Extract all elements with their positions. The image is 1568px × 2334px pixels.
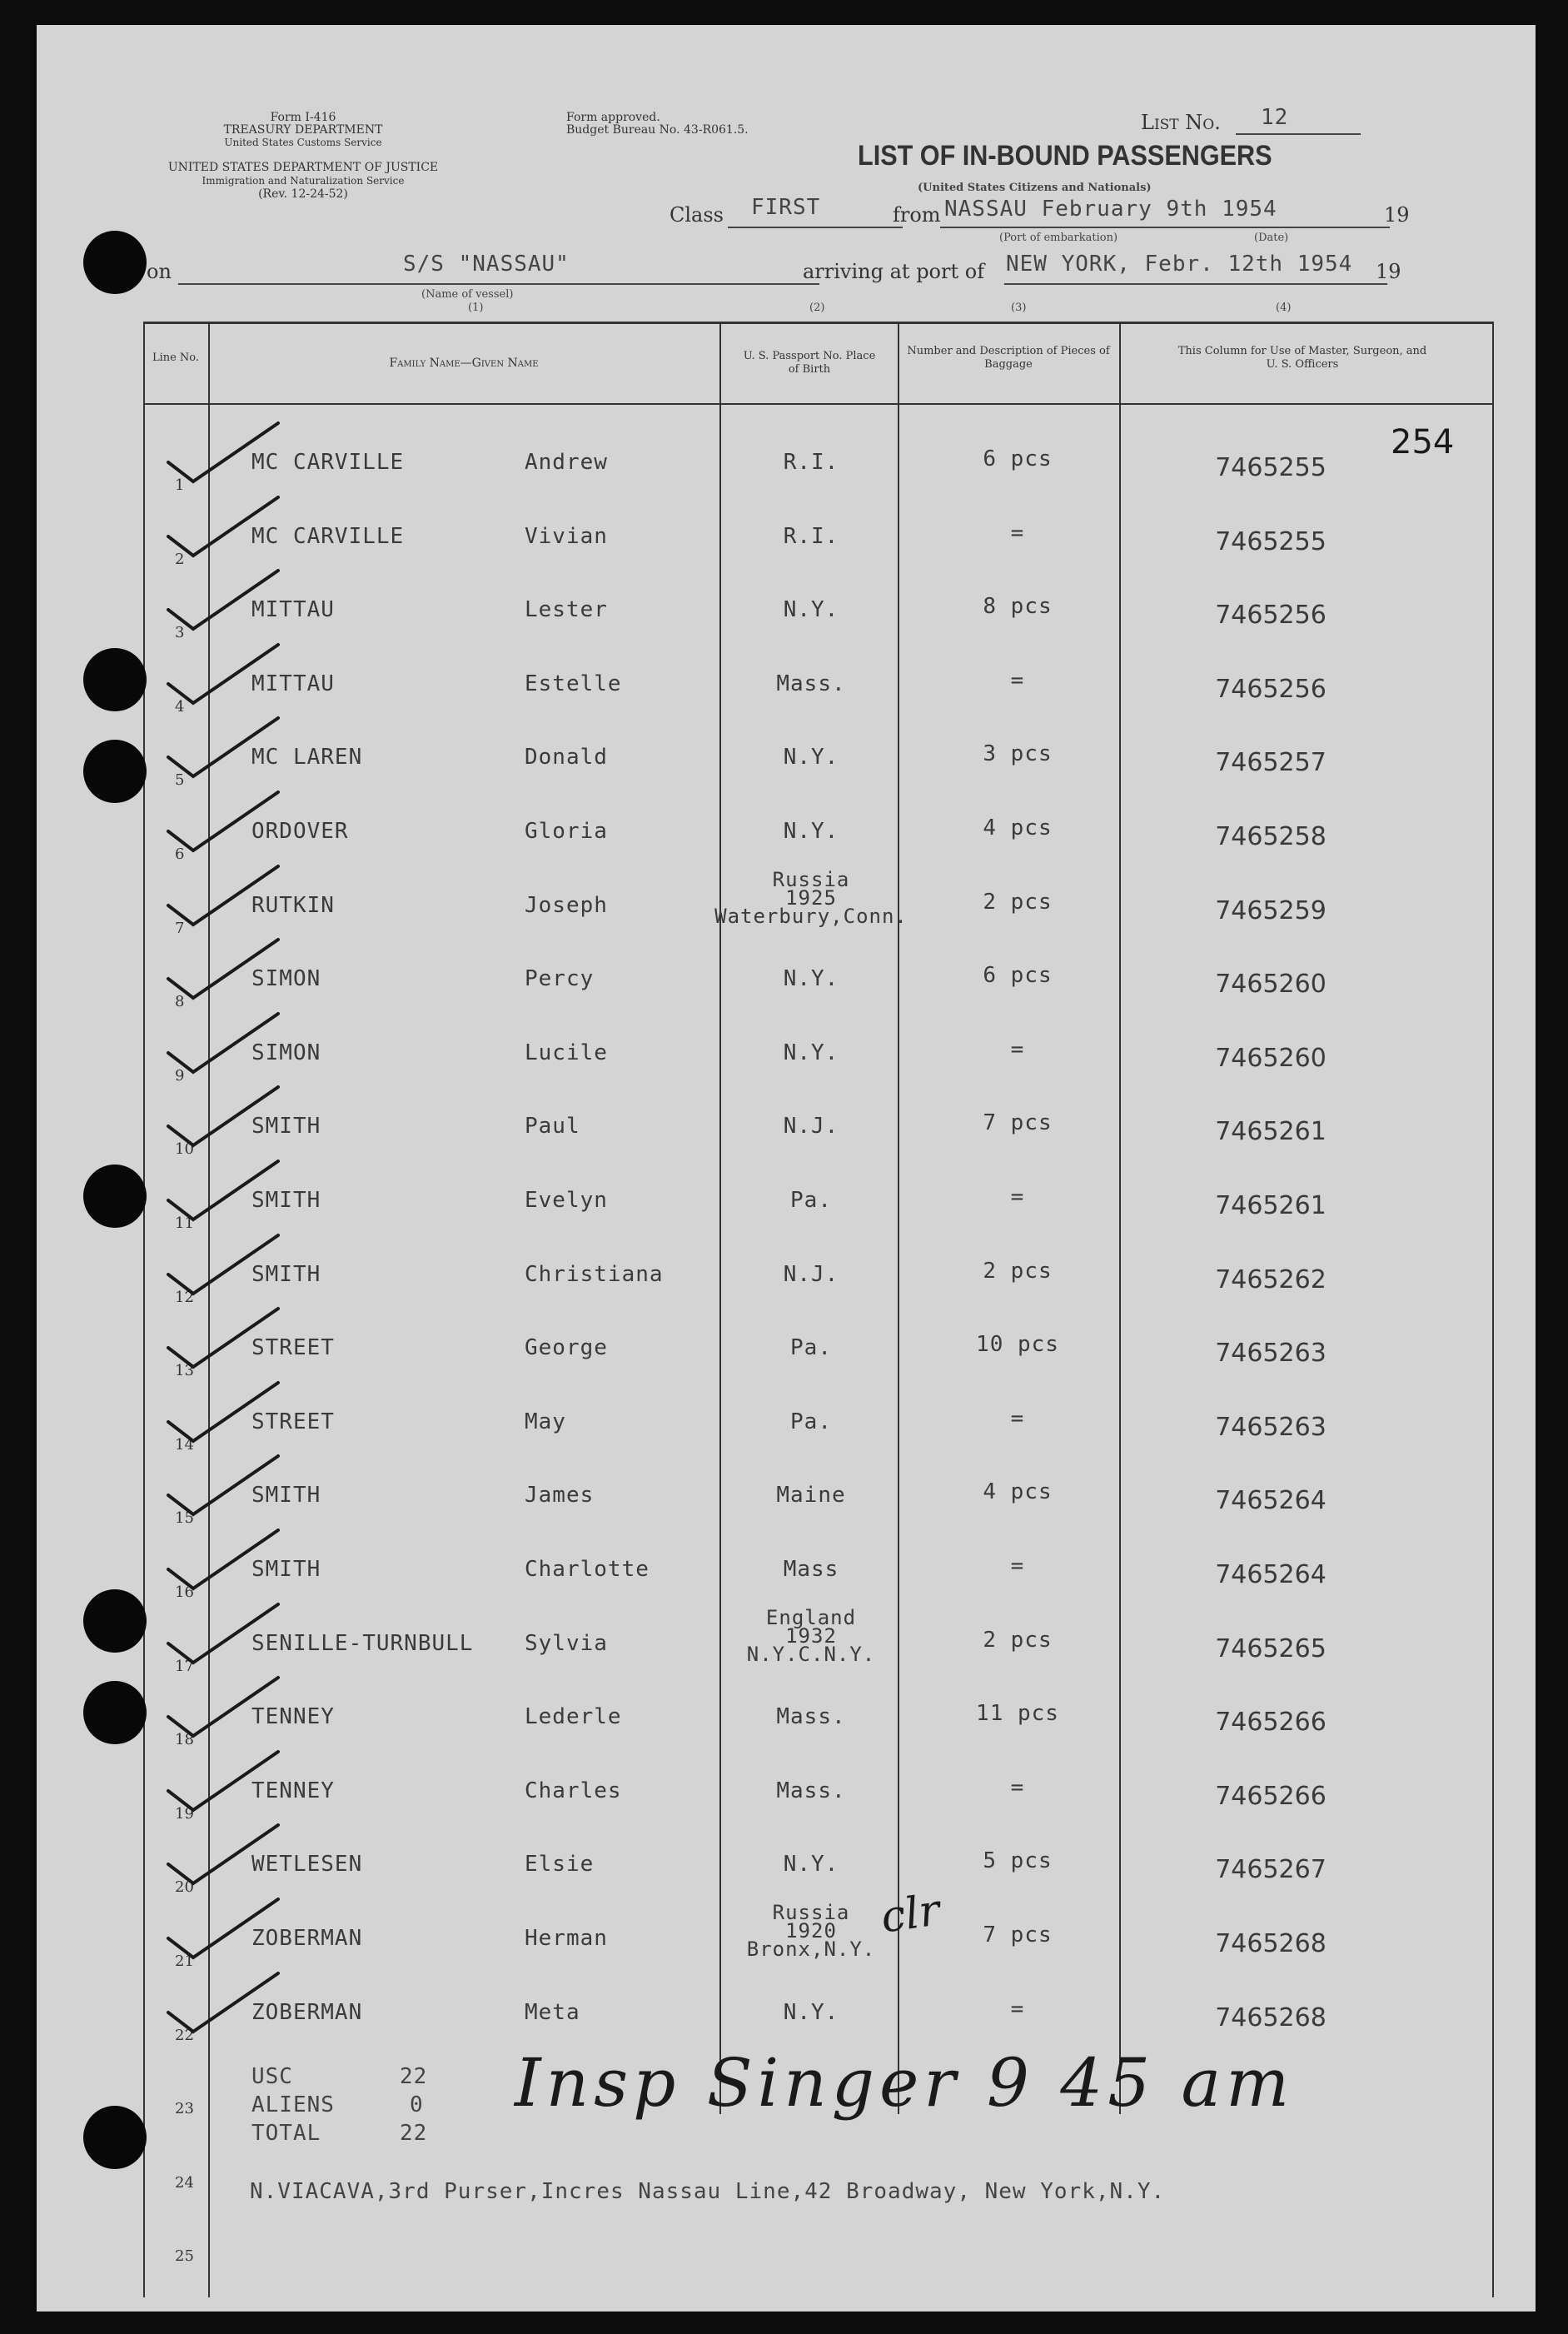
- ticket-number: 7465261: [1215, 1117, 1327, 1147]
- table-right-rule: [1492, 322, 1494, 2297]
- ticket-number: 7465261: [1215, 1191, 1327, 1220]
- given-name: Lederle: [525, 1704, 622, 1730]
- baggage: =: [1010, 667, 1025, 693]
- baggage: =: [1010, 1184, 1025, 1209]
- check-mark-icon: [162, 1671, 286, 1749]
- from-underline: [940, 227, 1390, 228]
- birth-place: Russia: [772, 1901, 850, 1924]
- arriving-label: arriving at port of: [803, 260, 985, 283]
- header-line-no: Line No.: [152, 352, 200, 364]
- family-name: ORDOVER: [251, 819, 349, 844]
- baggage: =: [1010, 1405, 1025, 1431]
- col-num-2: (2): [809, 302, 825, 314]
- baggage: =: [1010, 520, 1025, 546]
- birth-place: Mass.: [776, 1778, 846, 1803]
- baggage: 6 pcs: [983, 963, 1053, 989]
- birth-year: 1925: [785, 885, 837, 910]
- name-col-rule: [719, 322, 721, 2114]
- birth-place: Russia: [772, 867, 850, 891]
- aliens-count: 0: [410, 2092, 424, 2117]
- given-name: Sylvia: [525, 1630, 608, 1656]
- document-title: LIST OF IN-BOUND PASSENGERS: [858, 140, 1272, 172]
- line-number: 15: [175, 1509, 194, 1528]
- ticket-number: 7465263: [1215, 1412, 1327, 1442]
- birth-place: England: [765, 1605, 857, 1629]
- line-number: 22: [175, 2026, 194, 2044]
- family-name: STREET: [251, 1409, 335, 1434]
- ticket-number: 7465260: [1215, 970, 1327, 1000]
- baggage: =: [1010, 1036, 1025, 1062]
- binder-hole: [83, 648, 147, 711]
- given-name: Herman: [525, 1926, 608, 1951]
- binder-hole: [83, 231, 147, 294]
- birth-place: Mass.: [776, 1704, 846, 1730]
- line-number: 17: [175, 1657, 194, 1675]
- check-mark-icon: [162, 1449, 286, 1524]
- check-mark-icon: [162, 638, 286, 713]
- port-caption: (Port of embarkation): [999, 232, 1118, 244]
- given-name: Donald: [525, 745, 608, 771]
- justice-dept: UNITED STATES DEPARTMENT OF JUSTICE: [167, 161, 439, 174]
- check-mark-icon: [162, 1818, 286, 1893]
- birth-residence: N.Y.C.N.Y.: [746, 1642, 876, 1666]
- line-number: 25: [175, 2247, 194, 2266]
- year-label: 19: [1384, 203, 1410, 227]
- binder-hole: [83, 2106, 147, 2169]
- given-name: Gloria: [525, 819, 608, 844]
- family-name: MC CARVILLE: [251, 523, 405, 549]
- check-mark-icon: [162, 1080, 286, 1155]
- treasury-dept: TREASURY DEPARTMENT: [223, 123, 383, 137]
- given-name: Christiana: [525, 1261, 664, 1287]
- given-name: Andrew: [525, 450, 608, 475]
- family-name: TENNEY: [251, 1778, 335, 1803]
- birth-residence: Waterbury,Conn.: [714, 904, 908, 928]
- line-number: 3: [175, 624, 185, 642]
- check-mark-icon: [162, 711, 286, 786]
- check-mark-icon: [162, 564, 286, 642]
- check-mark-icon: [162, 1524, 286, 1598]
- check-mark-icon: [162, 491, 286, 566]
- binder-hole: [83, 1589, 147, 1653]
- birth-place: N.Y.: [783, 597, 839, 623]
- line-number: 18: [175, 1731, 194, 1749]
- given-name: Joseph: [525, 892, 608, 918]
- given-name: Estelle: [525, 671, 622, 696]
- ticket-number: 7465268: [1215, 1929, 1327, 1958]
- ticket-number: 7465258: [1215, 822, 1327, 851]
- check-mark-icon: [162, 1229, 286, 1304]
- binder-hole: [83, 1165, 147, 1228]
- ticket-number: 7465268: [1215, 2002, 1327, 2032]
- family-name: SIMON: [251, 1040, 321, 1065]
- birth-place: N.J.: [783, 1261, 839, 1287]
- check-mark-icon: [162, 1302, 286, 1380]
- line-number: 19: [175, 1804, 194, 1823]
- line-number: 16: [175, 1583, 194, 1601]
- baggage: 2 pcs: [983, 889, 1053, 915]
- baggage: 10 pcs: [976, 1332, 1059, 1358]
- table-top-rule: [143, 322, 1492, 324]
- ticket-number: 7465264: [1215, 1486, 1327, 1516]
- line-number: 10: [175, 1140, 194, 1159]
- given-name: Paul: [525, 1114, 580, 1140]
- birth-place: N.J.: [783, 1114, 839, 1140]
- clear-note: clr: [878, 1885, 943, 1943]
- form-revision: (Rev. 12-24-52): [258, 187, 348, 201]
- binder-hole: [83, 1681, 147, 1744]
- class-value: FIRST: [751, 195, 821, 220]
- baggage: 3 pcs: [983, 741, 1053, 767]
- line-number: 11: [175, 1214, 194, 1232]
- given-name: James: [525, 1483, 595, 1509]
- check-mark-icon: [162, 416, 286, 491]
- line-number: 14: [175, 1435, 194, 1454]
- birth-place: Mass.: [776, 671, 846, 696]
- purser-line: N.VIACAVA,3rd Purser,Incres Nassau Line,42 Broadway, New York,N.Y.: [250, 2179, 1166, 2204]
- header-name: Family Name—Given Name: [389, 357, 539, 370]
- given-name: George: [525, 1335, 608, 1361]
- baggage: 6 pcs: [983, 446, 1053, 471]
- ticket-number: 7465263: [1215, 1339, 1327, 1369]
- ticket-number: 7465267: [1215, 1855, 1327, 1885]
- vessel-caption: (Name of vessel): [421, 288, 514, 301]
- class-label: Class: [670, 203, 724, 227]
- line-number: 8: [175, 993, 185, 1011]
- vessel-name: S/S "NASSAU": [403, 252, 570, 277]
- baggage: 2 pcs: [983, 1258, 1053, 1284]
- check-mark-icon: [162, 1007, 286, 1082]
- list-no-underline: [1236, 133, 1361, 135]
- given-name: Charlotte: [525, 1557, 650, 1582]
- line-number: 1: [175, 476, 185, 494]
- col-num-4: (4): [1276, 302, 1292, 314]
- list-no-label: List No.: [1141, 111, 1221, 134]
- line-number: 9: [175, 1066, 185, 1085]
- line-number: 20: [175, 1878, 194, 1897]
- baggage: 11 pcs: [976, 1701, 1059, 1727]
- birth-place: N.Y.: [783, 1999, 839, 2025]
- class-underline: [728, 227, 903, 228]
- col-num-1: (1): [468, 302, 484, 314]
- birth-residence: Bronx,N.Y.: [746, 1938, 876, 1961]
- total-count: 22: [400, 2121, 428, 2146]
- line-number: 24: [175, 2173, 194, 2192]
- ticket-number: 7465256: [1215, 601, 1327, 631]
- budget-bureau: Budget Bureau No. 43-R061.5.: [566, 123, 749, 137]
- ticket-number: 7465264: [1215, 1560, 1327, 1589]
- arrival-underline: [1004, 283, 1387, 285]
- family-name: MITTAU: [251, 597, 335, 623]
- given-name: Lester: [525, 597, 608, 623]
- birth-place: N.Y.: [783, 819, 839, 844]
- family-name: WETLESEN: [251, 1852, 363, 1878]
- family-name: SMITH: [251, 1557, 321, 1582]
- line-number: 6: [175, 845, 185, 863]
- usc-label: USC: [251, 2064, 293, 2089]
- check-mark-icon: [162, 1598, 286, 1673]
- baggage: 2 pcs: [983, 1627, 1053, 1653]
- baggage: 7 pcs: [983, 1110, 1053, 1136]
- line-number: 2: [175, 550, 185, 568]
- family-name: SMITH: [251, 1483, 321, 1509]
- birth-place: N.Y.: [783, 1852, 839, 1878]
- ticket-number: 7465257: [1215, 748, 1327, 778]
- vessel-underline: [178, 283, 819, 285]
- birth-place: Maine: [776, 1483, 846, 1509]
- family-name: MC CARVILLE: [251, 450, 405, 475]
- given-name: Charles: [525, 1778, 622, 1803]
- baggage-col-rule: [1119, 322, 1121, 2114]
- header-baggage: Number and Description of Pieces of Baggage: [907, 345, 1110, 371]
- inspector-note: Insp Singer 9 45 am: [515, 2044, 1295, 2122]
- birth-place: Pa.: [790, 1409, 832, 1434]
- given-name: May: [525, 1409, 566, 1434]
- usc-count: 22: [400, 2064, 428, 2089]
- family-name: MITTAU: [251, 671, 335, 696]
- line-number: 23: [175, 2100, 194, 2118]
- family-name: ZOBERMAN: [251, 1926, 363, 1951]
- check-mark-icon: [162, 1893, 286, 1967]
- family-name: SIMON: [251, 966, 321, 992]
- birth-place: N.Y.: [783, 1040, 839, 1065]
- table-header-rule: [143, 403, 1492, 405]
- baggage: =: [1010, 1774, 1025, 1800]
- ticket-number: 7465255: [1215, 453, 1327, 482]
- document-subtitle: (United States Citizens and Nationals): [918, 182, 1152, 194]
- birth-place: Pa.: [790, 1335, 832, 1361]
- birth-place: Mass: [783, 1557, 839, 1582]
- family-name: SMITH: [251, 1261, 321, 1287]
- birth-place: Pa.: [790, 1188, 832, 1213]
- passport-col-rule: [898, 322, 899, 2114]
- baggage: =: [1010, 1996, 1025, 2022]
- check-mark-icon: [162, 933, 286, 1011]
- list-no-value: 12: [1261, 105, 1289, 130]
- line-number: 5: [175, 771, 185, 790]
- ticket-number: 7465259: [1215, 895, 1327, 925]
- check-mark-icon: [162, 1376, 286, 1451]
- check-mark-icon: [162, 1155, 286, 1229]
- table-left-rule: [143, 322, 145, 2297]
- given-name: Percy: [525, 966, 595, 992]
- family-name: SENILLE-TURNBULL: [251, 1630, 474, 1656]
- total-label: TOTAL: [251, 2121, 321, 2146]
- given-name: Lucile: [525, 1040, 608, 1065]
- aliens-label: ALIENS: [251, 2092, 335, 2117]
- baggage: 8 pcs: [983, 594, 1053, 620]
- line-number: 4: [175, 697, 185, 716]
- arrival-value: NEW YORK, Febr. 12th 1954: [1006, 252, 1353, 277]
- from-label: from: [893, 203, 941, 227]
- given-name: Vivian: [525, 523, 608, 549]
- birth-place: N.Y.: [783, 745, 839, 771]
- ticket-number: 7465256: [1215, 674, 1327, 704]
- ticket-number: 7465255: [1215, 526, 1327, 556]
- header-passport: U. S. Passport No. Place of Birth: [743, 350, 876, 376]
- ticket-number: 7465265: [1215, 1633, 1327, 1663]
- given-name: Elsie: [525, 1852, 595, 1878]
- customs-service: United States Customs Service: [224, 137, 382, 148]
- birth-place: R.I.: [783, 450, 839, 475]
- arrival-year-label: 19: [1376, 260, 1401, 283]
- family-name: TENNEY: [251, 1704, 335, 1730]
- ticket-number: 7465262: [1215, 1264, 1327, 1294]
- binder-hole: [83, 740, 147, 803]
- header-officers: This Column for Use of Master, Surgeon, and U. S. Officers: [1177, 345, 1427, 371]
- family-name: RUTKIN: [251, 892, 335, 918]
- birth-year: 1920: [785, 1919, 837, 1943]
- baggage: 4 pcs: [983, 1479, 1053, 1505]
- line-number: 12: [175, 1288, 194, 1306]
- family-name: SMITH: [251, 1114, 321, 1140]
- check-mark-icon: [162, 1745, 286, 1820]
- col-num-3: (3): [1011, 302, 1027, 314]
- family-name: STREET: [251, 1335, 335, 1361]
- ticket-number: 7465266: [1215, 1781, 1327, 1811]
- family-name: MC LAREN: [251, 745, 363, 771]
- check-mark-icon: [162, 1967, 286, 2042]
- check-mark-icon: [162, 860, 286, 935]
- from-value: NASSAU February 9th 1954: [944, 197, 1277, 222]
- document-sheet: [37, 25, 1536, 2312]
- form-approved: Form approved.: [566, 111, 660, 124]
- ticket-number: 7465266: [1215, 1708, 1327, 1738]
- line-number: 7: [175, 919, 185, 937]
- form-number: Form I-416: [270, 111, 336, 124]
- given-name: Evelyn: [525, 1188, 608, 1213]
- birth-year: 1932: [785, 1623, 837, 1648]
- baggage: 7 pcs: [983, 1923, 1053, 1947]
- baggage: =: [1010, 1554, 1025, 1578]
- on-label: on: [147, 260, 172, 283]
- date-caption: (Date): [1254, 232, 1289, 244]
- baggage: 5 pcs: [983, 1848, 1053, 1874]
- baggage: 4 pcs: [983, 815, 1053, 840]
- birth-place: R.I.: [783, 523, 839, 549]
- margin-note: 254: [1391, 423, 1455, 461]
- family-name: ZOBERMAN: [251, 1999, 363, 2025]
- line-number: 13: [175, 1362, 194, 1380]
- family-name: SMITH: [251, 1188, 321, 1213]
- ins-service: Immigration and Naturalization Service: [202, 175, 405, 187]
- ticket-number: 7465260: [1215, 1043, 1327, 1073]
- line-number: 21: [175, 1952, 194, 1970]
- check-mark-icon: [162, 785, 286, 860]
- given-name: Meta: [525, 1999, 580, 2025]
- birth-place: N.Y.: [783, 966, 839, 992]
